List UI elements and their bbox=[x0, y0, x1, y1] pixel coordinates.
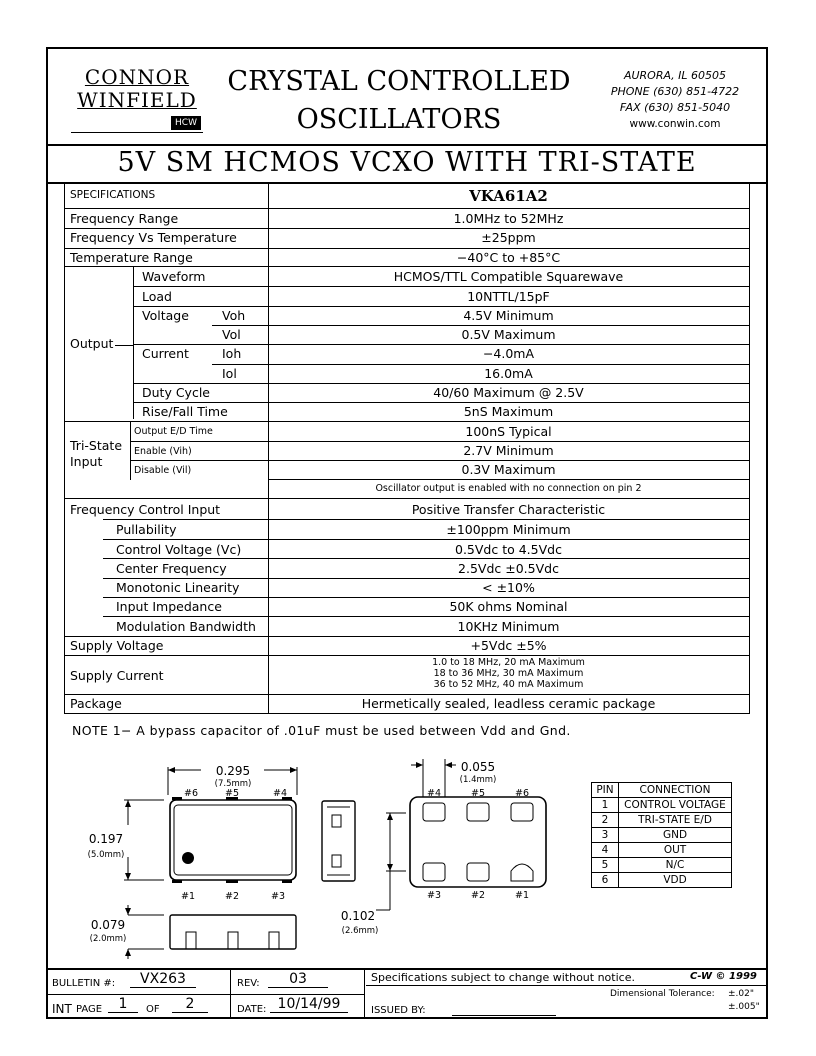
value-ioh: −4.0mA bbox=[482, 346, 535, 361]
row-line bbox=[64, 421, 750, 422]
dim-height-in: 0.197 bbox=[88, 832, 124, 846]
label-input-imp: Input Impedance bbox=[116, 599, 222, 614]
label-waveform: Waveform bbox=[142, 269, 206, 284]
date-label: DATE: bbox=[237, 1004, 267, 1015]
spec-col-header: SPECIFICATIONS bbox=[70, 189, 156, 201]
address-block bbox=[590, 68, 760, 132]
connection-header: CONNECTION bbox=[619, 783, 732, 798]
pin-number: 5 bbox=[592, 858, 619, 873]
table-row bbox=[592, 873, 732, 888]
label-output: Output bbox=[70, 336, 114, 351]
row-line bbox=[130, 441, 750, 442]
value-temp-range: −40°C to +85°C bbox=[456, 250, 561, 265]
value-duty: 40/60 Maximum @ 2.5V bbox=[433, 385, 584, 400]
page-label: PAGE bbox=[76, 1004, 103, 1015]
value-mod-bw: 10KHz Minimum bbox=[457, 619, 560, 634]
row-line bbox=[103, 539, 750, 540]
pin-label: #1 bbox=[180, 891, 196, 902]
value-monotonic: < ±10% bbox=[482, 580, 535, 595]
pin-connection: N/C bbox=[619, 858, 732, 873]
tolerance-value-2: ±.005" bbox=[728, 1002, 760, 1012]
pin-number: 6 bbox=[592, 873, 619, 888]
top-view-lid bbox=[174, 805, 292, 875]
product-subtitle: 5V SM HCMOS VCXO WITH TRI-STATE bbox=[117, 147, 697, 178]
row-line bbox=[103, 519, 750, 520]
label-tristate-input: Input bbox=[70, 454, 103, 469]
row-line bbox=[64, 694, 750, 695]
subtitle-divider bbox=[46, 182, 768, 184]
supply-current-line: 36 to 52 MHz, 40 mA Maximum bbox=[433, 679, 584, 690]
value-freq-vs-temp: ±25ppm bbox=[481, 230, 536, 245]
package-drawing bbox=[46, 745, 591, 970]
pin-label: #6 bbox=[514, 788, 530, 799]
dim-pad-in: 0.055 bbox=[460, 760, 496, 774]
pin-label: #5 bbox=[470, 788, 486, 799]
dim-pad-mm: (1.4mm) bbox=[459, 775, 497, 785]
row-line bbox=[64, 228, 750, 229]
pin-label: #6 bbox=[183, 788, 199, 799]
row-line bbox=[133, 383, 750, 384]
dim-width-in: 0.295 bbox=[215, 764, 251, 778]
value-ed-time: 100nS Typical bbox=[465, 424, 552, 439]
dim-thick-mm: (2.0mm) bbox=[89, 934, 127, 944]
label-temp-range: Temperature Range bbox=[70, 250, 193, 265]
dim-width-mm: (7.5mm) bbox=[214, 779, 252, 789]
pin-label: #4 bbox=[272, 788, 288, 799]
label-duty: Duty Cycle bbox=[142, 385, 210, 400]
logo-underline bbox=[71, 132, 203, 133]
row-line bbox=[64, 498, 750, 499]
address-city: AURORA, IL 60505 bbox=[623, 69, 727, 82]
value-waveform: HCMOS/TTL Compatible Squarewave bbox=[393, 269, 624, 284]
value-input-imp: 50K ohms Nominal bbox=[449, 599, 568, 614]
dim-height-mm: (5.0mm) bbox=[87, 850, 125, 860]
output-tick bbox=[115, 345, 133, 346]
logo-connor: CONNOR bbox=[84, 65, 190, 89]
value-rise: 5nS Maximum bbox=[463, 404, 554, 419]
footer-row-line bbox=[46, 994, 364, 995]
pin-label: #3 bbox=[270, 891, 286, 902]
label-current: Current bbox=[142, 346, 189, 361]
pin-label: #3 bbox=[426, 890, 442, 901]
label-freq-range: Frequency Range bbox=[70, 211, 179, 226]
table-row bbox=[592, 813, 732, 828]
label-center-freq: Center Frequency bbox=[116, 561, 227, 576]
logo-badge: HCW bbox=[171, 116, 201, 130]
pin-label: #2 bbox=[470, 890, 486, 901]
date-value: 10/14/99 bbox=[270, 996, 348, 1013]
rev-label: REV: bbox=[237, 978, 260, 989]
copyright: C-W © 1999 bbox=[690, 971, 757, 982]
label-vol: Vol bbox=[222, 327, 241, 342]
logo-winfield: WINFIELD bbox=[77, 88, 197, 112]
disclaimer: Specifications subject to change without notice. bbox=[371, 971, 635, 984]
value-iol: 16.0mA bbox=[484, 366, 533, 381]
value-disable: 0.3V Maximum bbox=[461, 462, 556, 477]
dim-pitch-in: 0.102 bbox=[340, 909, 376, 923]
pin-label: #5 bbox=[224, 788, 240, 799]
top-view-body bbox=[170, 800, 296, 880]
table-row bbox=[592, 858, 732, 873]
pin-connection: OUT bbox=[619, 843, 732, 858]
label-package: Package bbox=[70, 696, 122, 711]
supply-current-line: 1.0 to 18 MHz, 20 mA Maximum bbox=[432, 657, 585, 668]
value-freq-range: 1.0MHz to 52MHz bbox=[453, 211, 564, 226]
dim-thick-in: 0.079 bbox=[90, 918, 126, 932]
pin-label: #2 bbox=[224, 891, 240, 902]
row-line bbox=[133, 286, 750, 287]
dim-pitch-mm: (2.6mm) bbox=[341, 926, 379, 936]
value-supply-current bbox=[268, 657, 749, 690]
model-number: VKA61A2 bbox=[469, 187, 548, 205]
issued-line bbox=[452, 1015, 556, 1016]
pin-connection: VDD bbox=[619, 873, 732, 888]
value-package: Hermetically sealed, leadless ceramic package bbox=[361, 696, 656, 711]
value-load: 10NTTL/15pF bbox=[467, 289, 550, 304]
pin-label: #1 bbox=[514, 890, 530, 901]
pin-header: PIN bbox=[592, 783, 619, 798]
row-line bbox=[103, 616, 750, 617]
row-line bbox=[103, 578, 750, 579]
label-enable: Enable (Vih) bbox=[134, 446, 192, 457]
row-line bbox=[64, 266, 750, 267]
row-line bbox=[64, 713, 750, 714]
row-line bbox=[268, 479, 750, 480]
label-mod-bw: Modulation Bandwidth bbox=[116, 619, 256, 634]
value-supply-voltage: +5Vdc ±5% bbox=[470, 638, 547, 653]
row-line bbox=[64, 208, 750, 209]
value-pullability: ±100ppm Minimum bbox=[446, 522, 571, 537]
address-phone: PHONE (630) 851-4722 bbox=[610, 85, 740, 98]
tristate-inner-border bbox=[130, 422, 131, 480]
table-right-border bbox=[749, 184, 750, 714]
supply-current-line: 18 to 36 MHz, 30 mA Maximum bbox=[433, 668, 584, 679]
table-left-border bbox=[64, 184, 65, 714]
row-line bbox=[212, 325, 750, 326]
int-label: INT bbox=[52, 1002, 72, 1016]
row-line bbox=[103, 597, 750, 598]
label-supply-current: Supply Current bbox=[70, 668, 164, 683]
label-freq-vs-temp: Frequency Vs Temperature bbox=[70, 230, 237, 245]
pin-number: 1 bbox=[592, 798, 619, 813]
label-supply-voltage: Supply Voltage bbox=[70, 638, 164, 653]
bypass-note: NOTE 1− A bypass capacitor of .01uF must be used between Vdd and Gnd. bbox=[72, 723, 571, 738]
table-row bbox=[592, 798, 732, 813]
label-iol: Iol bbox=[222, 366, 237, 381]
pin-connection: GND bbox=[619, 828, 732, 843]
issued-label: ISSUED BY: bbox=[371, 1005, 426, 1016]
label-fci: Frequency Control Input bbox=[70, 502, 221, 517]
title-line2: OSCILLATORS bbox=[296, 104, 502, 135]
header-divider bbox=[46, 144, 768, 146]
label-voh: Voh bbox=[222, 308, 246, 323]
label-voltage: Voltage bbox=[142, 308, 189, 323]
side-view-body bbox=[322, 801, 355, 881]
rev-number: 03 bbox=[268, 971, 328, 988]
pin-connection: CONTROL VOLTAGE bbox=[619, 798, 732, 813]
label-tristate: Tri-State bbox=[70, 438, 123, 453]
bulletin-label: BULLETIN #: bbox=[52, 978, 116, 989]
tolerance-label: Dimensional Tolerance: bbox=[610, 989, 715, 999]
footer-divider bbox=[46, 968, 768, 970]
pin-table-header bbox=[592, 783, 732, 798]
address-fax: FAX (630) 851-5040 bbox=[619, 101, 731, 114]
total-pages: 2 bbox=[172, 996, 208, 1013]
bottom-view-body bbox=[410, 797, 546, 887]
label-ed-time: Output E/D Time bbox=[134, 426, 213, 437]
pin-table bbox=[591, 782, 732, 888]
row-line bbox=[133, 344, 750, 345]
pin-connection: TRI-STATE E/D bbox=[619, 813, 732, 828]
tristate-note: Oscillator output is enabled with no connection on pin 2 bbox=[375, 483, 642, 494]
label-pullability: Pullability bbox=[116, 522, 177, 537]
label-monotonic: Monotonic Linearity bbox=[116, 580, 240, 595]
row-line bbox=[212, 364, 750, 365]
label-disable: Disable (Vil) bbox=[134, 465, 192, 476]
output-inner-border bbox=[133, 267, 134, 419]
value-enable: 2.7V Minimum bbox=[463, 443, 554, 458]
tolerance-value-1: ±.02" bbox=[728, 989, 754, 999]
row-line bbox=[130, 460, 750, 461]
value-center-freq: 2.5Vdc ±0.5Vdc bbox=[458, 561, 559, 576]
row-line bbox=[133, 306, 750, 307]
pin-number: 2 bbox=[592, 813, 619, 828]
table-row bbox=[592, 828, 732, 843]
pin-label: #4 bbox=[426, 788, 442, 799]
footer-row-line bbox=[366, 985, 768, 986]
page-number: 1 bbox=[108, 996, 138, 1013]
pin-number: 4 bbox=[592, 843, 619, 858]
footer-sep bbox=[364, 969, 365, 1019]
of-label: OF bbox=[146, 1004, 160, 1015]
label-control-voltage: Control Voltage (Vc) bbox=[116, 542, 242, 557]
address-web: www.conwin.com bbox=[629, 118, 721, 130]
pin-number: 3 bbox=[592, 828, 619, 843]
label-load: Load bbox=[142, 289, 172, 304]
value-fci: Positive Transfer Characteristic bbox=[411, 502, 606, 517]
row-line bbox=[64, 655, 750, 656]
row-line bbox=[103, 558, 750, 559]
table-row bbox=[592, 843, 732, 858]
row-line bbox=[64, 248, 750, 249]
value-voh: 4.5V Minimum bbox=[463, 308, 554, 323]
title-line1: CRYSTAL CONTROLLED bbox=[227, 66, 571, 97]
value-control-voltage: 0.5Vdc to 4.5Vdc bbox=[455, 542, 562, 557]
label-rise: Rise/Fall Time bbox=[142, 404, 228, 419]
pin1-dot bbox=[182, 852, 194, 864]
label-ioh: Ioh bbox=[222, 346, 242, 361]
row-line bbox=[133, 402, 750, 403]
bulletin-number: VX263 bbox=[130, 971, 196, 988]
value-vol: 0.5V Maximum bbox=[461, 327, 556, 342]
row-line bbox=[64, 636, 750, 637]
